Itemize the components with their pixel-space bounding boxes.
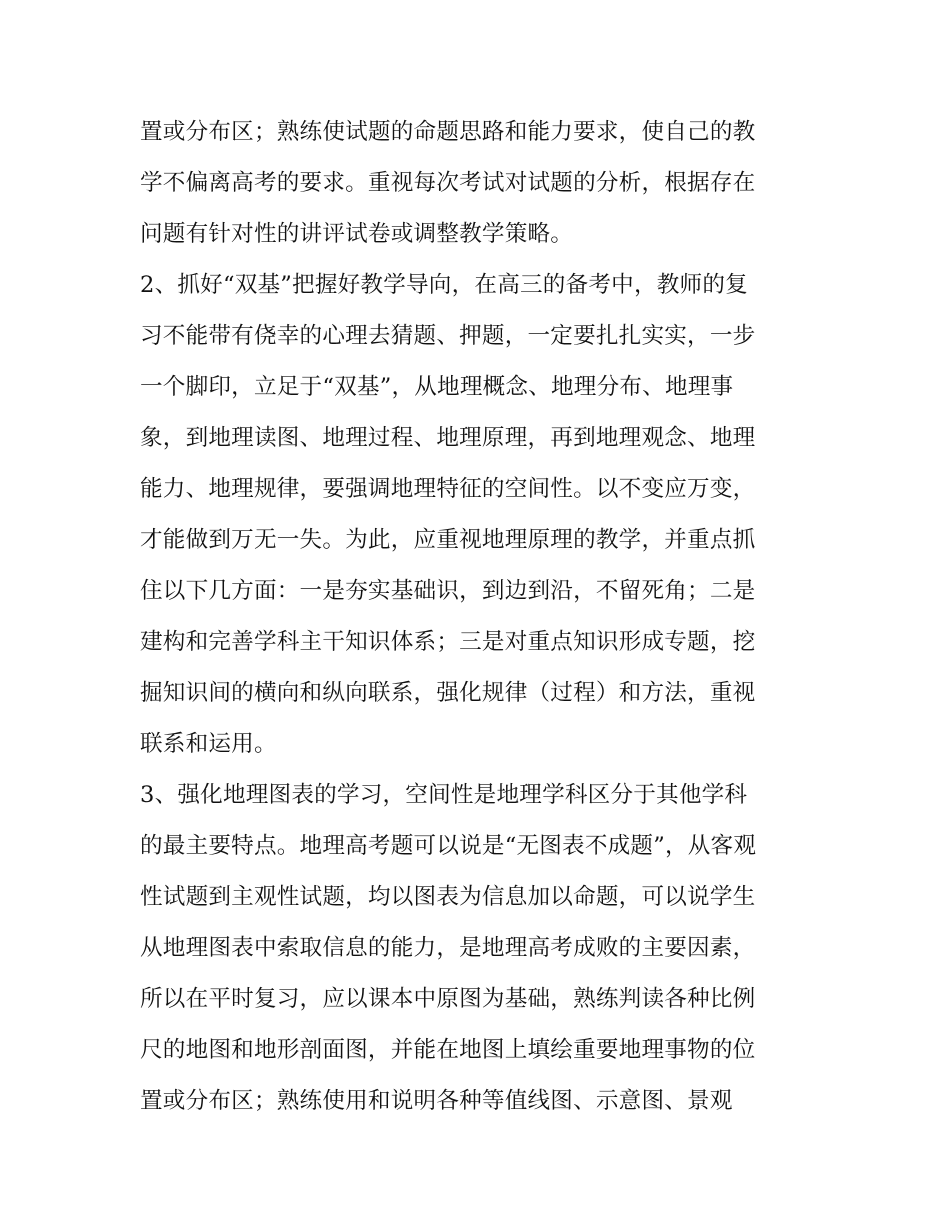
text-line: 尺的地图和地形剖面图，并能在地图上填绘重要地理事物的位 — [140, 1037, 756, 1063]
text-line: 所以在平时复习，应以课本中原图为基础，熟练判读各种比例 — [140, 986, 756, 1012]
body-text — [140, 107, 812, 1127]
text-line: 建构和完善学科主干知识体系；三是对重点知识形成专题，挖 — [140, 629, 756, 655]
text-line: 性试题到主观性试题，均以图表为信息加以命题，可以说学生 — [140, 884, 756, 910]
text-line: 习不能带有侥幸的心理去猜题、押题，一定要扎扎实实，一步 — [140, 323, 756, 349]
text-line: 的最主要特点。地理高考题可以说是“无图表不成题”，从客观 — [140, 833, 757, 859]
text-line: 一个脚印，立足于“双基”，从地理概念、地理分布、地理事 — [140, 374, 734, 400]
text-line: 才能做到万无一失。为此，应重视地理原理的教学，并重点抓 — [140, 527, 756, 553]
text-line: 掘知识间的横向和纵向联系，强化规律（过程）和方法，重视 — [140, 680, 756, 706]
text-line: 能力、地理规律，要强调地理特征的空间性。以不变应万变， — [140, 476, 756, 502]
text-line: 从地理图表中索取信息的能力，是地理高考成败的主要因素， — [140, 935, 756, 961]
text-line: 置或分布区；熟练使试题的命题思路和能力要求，使自己的教 — [140, 119, 756, 145]
text-line: 联系和运用。 — [140, 731, 277, 757]
text-line: 象，到地理读图、地理过程、地理原理，再到地理观念、地理 — [140, 425, 756, 451]
text-line: 3、强化地理图表的学习，空间性是地理学科区分于其他学科 — [140, 782, 748, 808]
text-line: 住以下几方面：一是夯实基础识，到边到沿，不留死角；二是 — [140, 578, 756, 604]
text-line: 学不偏离高考的要求。重视每次考试对试题的分析，根据存在 — [140, 170, 756, 196]
text-line: 置或分布区；熟练使用和说明各种等值线图、示意图、景观 — [140, 1088, 733, 1114]
text-line: 问题有针对性的讲评试卷或调整教学策略。 — [140, 221, 574, 247]
text-line: 2、抓好“双基”把握好教学导向，在高三的备考中，教师的复 — [140, 272, 748, 298]
